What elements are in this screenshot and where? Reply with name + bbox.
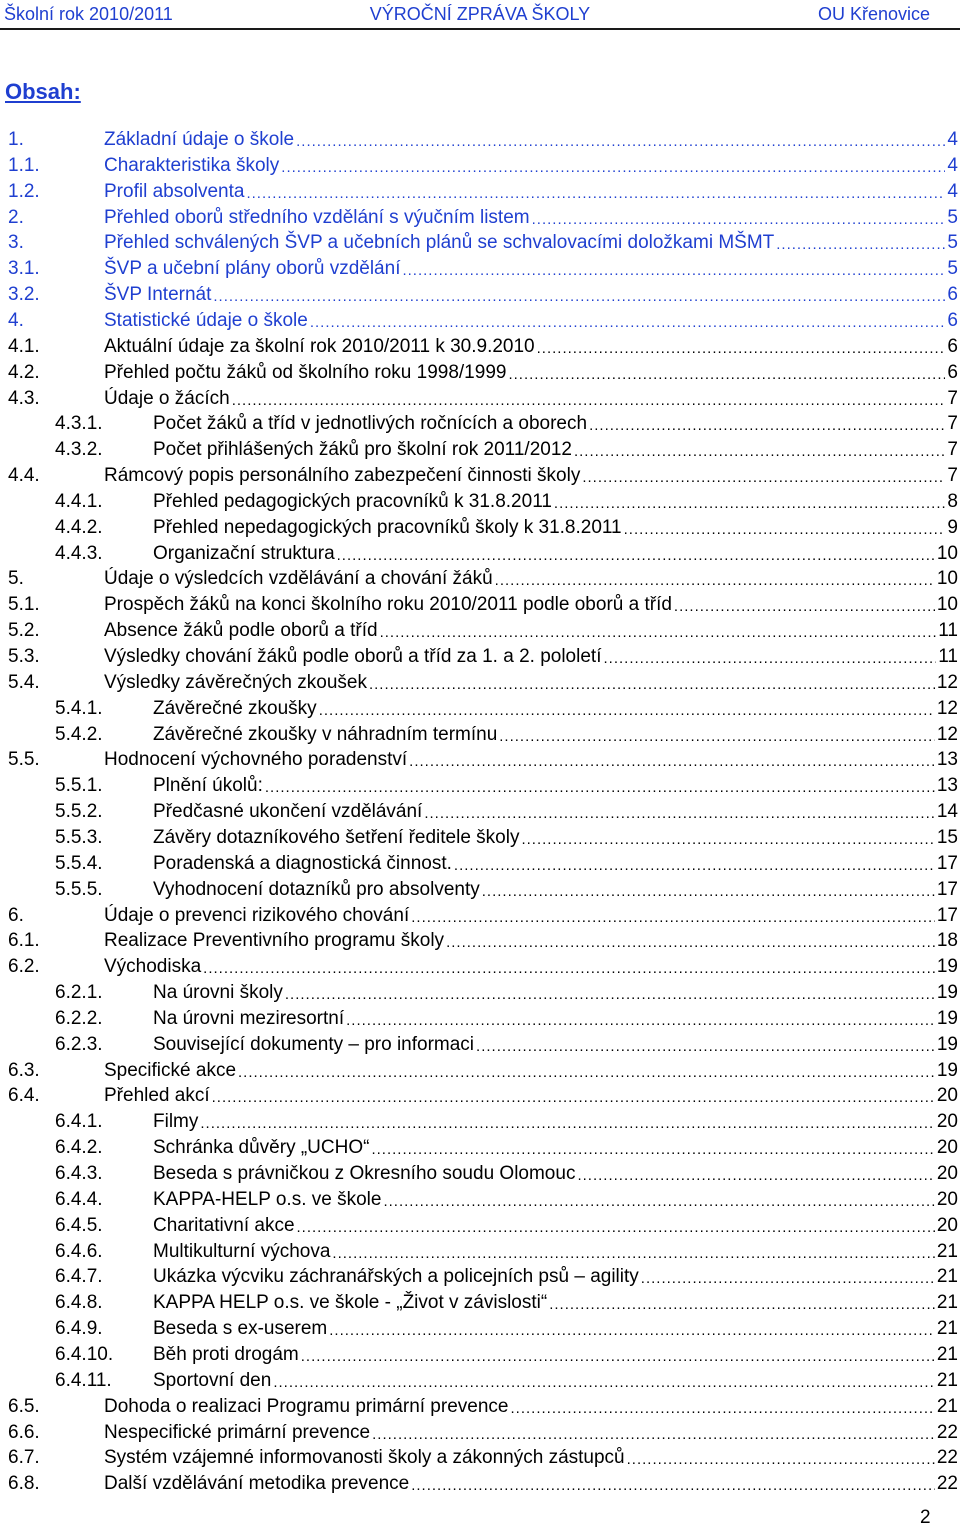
toc-entry-page: 6: [947, 309, 958, 331]
toc-entry-page: 8: [947, 490, 958, 512]
toc-dot-leader: [549, 1294, 935, 1316]
toc-entry[interactable]: [55, 1161, 958, 1187]
toc-entry-page: 4: [947, 129, 958, 150]
toc-entry-page: 13: [936, 775, 958, 797]
toc-entry-title: ŠVP a učební plány oborů vzdělání: [104, 258, 401, 280]
toc-entry-number: 6.4.2.: [55, 1137, 103, 1159]
toc-dot-leader: [310, 312, 946, 334]
toc-entry-title: Údaje o výsledcích vzdělávání a chování žáků: [104, 568, 493, 590]
toc-entry[interactable]: [55, 1109, 958, 1135]
toc-entry-page: 22: [936, 1421, 958, 1443]
toc-entry[interactable]: [8, 747, 958, 773]
toc-entry-title: Beseda s ex-userem: [153, 1318, 328, 1340]
toc-entry-title: Absence žáků podle oborů a tříd: [104, 620, 378, 642]
toc-entry-title: Schránka důvěry „UCHO“: [153, 1137, 370, 1159]
toc-entry[interactable]: [55, 1135, 958, 1161]
toc-entry-number: 6.4.1.: [55, 1111, 103, 1133]
toc-entry-title: Sportovní den: [153, 1369, 272, 1391]
toc-entry-page: 21: [936, 1395, 958, 1417]
toc-entry-title: KAPPA HELP o.s. ve škole - „Život v závislosti“: [153, 1292, 548, 1314]
toc-entry-title: Multikulturní výchova: [153, 1240, 331, 1262]
toc-entry-title: Prospěch žáků na konci školního roku 2010/2011 podle oborů a tříd: [104, 594, 672, 616]
toc-entry-page: 6: [947, 335, 958, 357]
toc-entry-number: 4.3.1.: [55, 413, 103, 435]
toc-entry-page: 20: [936, 1111, 958, 1133]
toc-entry-number: 3.2.: [8, 284, 40, 306]
toc-entry-number: 5.1.: [8, 594, 40, 616]
toc-entry-page: 11: [938, 646, 958, 667]
toc-entry[interactable]: [8, 1445, 958, 1471]
toc-entry-number: 6.4.6.: [55, 1240, 103, 1262]
toc-entry[interactable]: [8, 1058, 958, 1084]
toc-dot-leader: [627, 1449, 935, 1471]
toc-entry[interactable]: [55, 696, 958, 722]
page-number: 2: [920, 1507, 931, 1528]
toc-entry[interactable]: [8, 256, 958, 282]
toc-entry-number: 5.5.4.: [55, 852, 103, 874]
toc-dot-leader: [776, 234, 945, 256]
toc-entry-number: 6.2.1.: [55, 982, 103, 1004]
toc-dot-leader: [411, 1475, 935, 1497]
toc-entry[interactable]: [8, 1083, 958, 1109]
toc-entry-page: 17: [936, 904, 958, 926]
toc-entry-page: 10: [936, 568, 958, 590]
toc-entry-number: 6.3.: [8, 1059, 40, 1081]
toc-entry-title: Běh proti drogám: [153, 1343, 299, 1365]
toc-dot-leader: [371, 1139, 934, 1161]
toc-entry[interactable]: [8, 954, 958, 980]
toc-entry-number: 4.3.2.: [55, 439, 103, 461]
toc-entry-number: 5.4.1.: [55, 697, 103, 719]
toc-entry-title: Závěry dotazníkového šetření ředitele školy: [153, 826, 520, 848]
toc-entry-title: Statistické údaje o škole: [104, 309, 308, 331]
toc-entry-number: 3.: [8, 232, 24, 254]
toc-entry[interactable]: [8, 282, 958, 308]
toc-entry[interactable]: [8, 566, 958, 592]
toc-entry-page: 17: [936, 878, 958, 900]
toc-entry-page: 7: [947, 413, 958, 435]
toc-entry[interactable]: [55, 1006, 958, 1032]
toc-entry-page: 20: [936, 1188, 958, 1210]
toc-entry-page: 17: [936, 852, 958, 874]
toc-dot-leader: [332, 1243, 934, 1265]
toc-entry-page: 5: [947, 258, 958, 280]
toc-entry-title: Další vzdělávání metodika prevence: [104, 1473, 410, 1495]
toc-dot-leader: [337, 545, 935, 567]
toc-entry-page: 10: [936, 542, 958, 564]
toc-entry-title: Organizační struktura: [153, 542, 335, 564]
toc-entry-number: 6.4.4.: [55, 1188, 103, 1210]
toc-entry-number: 5.: [8, 568, 24, 590]
toc-entry-title: Charakteristika školy: [104, 154, 280, 176]
toc-title: Obsah:: [5, 79, 81, 104]
toc-dot-leader: [411, 907, 935, 929]
toc-entry-page: 21: [936, 1369, 958, 1391]
toc-entry-number: 6.4.3.: [55, 1163, 103, 1184]
toc-entry-title: Přehled akcí: [104, 1085, 210, 1107]
toc-dot-leader: [603, 648, 936, 670]
toc-dot-leader: [424, 803, 935, 825]
toc-entry-page: 7: [947, 387, 958, 409]
header-school-year: Školní rok 2010/2011: [4, 4, 173, 24]
toc-entry[interactable]: [55, 1187, 958, 1213]
toc-entry-page: 12: [936, 723, 958, 745]
toc-entry-title: Závěrečné zkoušky: [153, 697, 317, 719]
toc-entry-page: 10: [936, 594, 958, 616]
toc-dot-leader: [380, 622, 937, 644]
toc-dot-leader: [495, 570, 935, 592]
toc-entry-page: 12: [936, 697, 958, 719]
toc-entry-page: 21: [936, 1266, 958, 1288]
toc-entry-page: 6: [947, 284, 958, 306]
toc-dot-leader: [537, 338, 946, 360]
toc-dot-leader: [574, 441, 945, 463]
toc-dot-leader: [383, 1191, 934, 1213]
page-header: [0, 0, 960, 30]
toc-entry[interactable]: [8, 670, 958, 696]
toc-entry-page: 19: [936, 1033, 958, 1055]
toc-entry-number: 6.2.: [8, 956, 40, 978]
toc-entry-title: Závěrečné zkoušky v náhradním termínu: [153, 723, 498, 745]
toc-entry[interactable]: [55, 1368, 958, 1394]
toc-entry[interactable]: [8, 334, 958, 360]
toc-entry[interactable]: [55, 851, 958, 877]
toc-entry-number: 5.5.5.: [55, 878, 103, 900]
toc-entry-number: 6.4.8.: [55, 1292, 103, 1314]
toc-dot-leader: [532, 209, 946, 231]
toc-entry[interactable]: [55, 1342, 958, 1368]
toc-dot-leader: [329, 1320, 935, 1342]
toc-entry-number: 6.4.7.: [55, 1266, 103, 1288]
toc-entry-page: 15: [936, 826, 958, 848]
toc-entry[interactable]: [55, 489, 958, 515]
toc-entry[interactable]: [8, 618, 958, 644]
toc-entry[interactable]: [8, 360, 958, 386]
toc-entry-title: Vyhodnocení dotazníků pro absolventy: [153, 878, 480, 900]
toc-entry[interactable]: [55, 773, 958, 799]
toc-entry-number: 5.5.3.: [55, 826, 103, 848]
toc-entry-number: 6.: [8, 904, 24, 926]
toc-entry-number: 4.1.: [8, 335, 40, 357]
toc-entry-page: 20: [936, 1163, 958, 1184]
toc-entry[interactable]: [8, 1420, 958, 1446]
toc-entry-title: Rámcový popis personálního zabezpečení činnosti školy: [104, 465, 581, 487]
toc-entry-title: Související dokumenty – pro informaci: [153, 1033, 475, 1055]
toc-entry-title: Přehled pedagogických pracovníků k 31.8.2011: [153, 490, 552, 512]
toc-entry-page: 18: [936, 930, 958, 952]
toc-entry-page: 6: [947, 361, 958, 383]
toc-entry[interactable]: [8, 463, 958, 489]
toc-entry-title: Filmy: [153, 1111, 199, 1133]
toc-dot-leader: [238, 1062, 935, 1084]
toc-entry-title: Přehled schválených ŠVP a učebních plánů se schvalovacími doložkami MŠMT: [104, 232, 775, 254]
toc-entry-title: Údaje o prevenci rizikového chování: [104, 904, 410, 926]
toc-dot-leader: [402, 260, 945, 282]
toc-entry-number: 6.5.: [8, 1395, 40, 1417]
toc-entry-page: 21: [936, 1318, 958, 1340]
toc-dot-leader: [641, 1268, 935, 1290]
toc-entry[interactable]: [55, 825, 958, 851]
toc-entry-page: 20: [936, 1214, 958, 1236]
toc-entry-number: 1.: [8, 129, 24, 150]
toc-entry[interactable]: [8, 308, 958, 334]
toc-entry-page: 19: [936, 956, 958, 978]
toc-dot-leader: [577, 1165, 934, 1187]
toc-entry-title: Profil absolventa: [104, 180, 245, 202]
toc-entry[interactable]: [55, 877, 958, 903]
toc-entry-number: 5.5.2.: [55, 801, 103, 823]
toc-entry-title: Hodnocení výchovného poradenství: [104, 749, 408, 771]
toc-dot-leader: [369, 674, 935, 696]
toc-dot-leader: [246, 183, 945, 205]
toc-dot-leader: [476, 1036, 935, 1058]
toc-entry-number: 5.5.: [8, 749, 40, 771]
toc-entry-title: Nespecifické primární prevence: [104, 1421, 371, 1443]
toc-dot-leader: [624, 519, 946, 541]
toc-entry[interactable]: [55, 411, 958, 437]
toc-entry-number: 4.3.: [8, 387, 40, 409]
toc-entry[interactable]: [8, 644, 958, 670]
toc-entry-title: Údaje o žácích: [104, 387, 230, 409]
toc-entry[interactable]: [8, 127, 958, 153]
toc-entry-title: Poradenská a diagnostická činnost.: [153, 852, 452, 874]
toc-entry-page: 19: [936, 1059, 958, 1081]
toc-entry-title: Realizace Preventivního programu školy: [104, 930, 445, 952]
toc-entry-title: Přehled počtu žáků od školního roku 1998/1999: [104, 361, 507, 383]
toc-entry[interactable]: [8, 230, 958, 256]
toc-entry-page: 4: [947, 154, 958, 176]
toc-entry[interactable]: [8, 153, 958, 179]
toc-entry-page: 14: [936, 801, 958, 823]
toc-dot-leader: [482, 881, 935, 903]
toc-entry-title: Systém vzájemné informovanosti školy a zákonných zástupců: [104, 1447, 625, 1469]
toc-entry-title: Předčasné ukončení vzdělávání: [153, 801, 423, 823]
toc-entry-page: 21: [936, 1292, 958, 1314]
toc-entry[interactable]: [55, 1316, 958, 1342]
toc-entry-title: Výsledky chování žáků podle oborů a tříd za 1. a 2. pololetí: [104, 646, 602, 667]
toc-entry-number: 6.1.: [8, 930, 40, 952]
toc-dot-leader: [319, 700, 935, 722]
toc-entry[interactable]: [55, 799, 958, 825]
toc-entry-page: 21: [936, 1240, 958, 1262]
toc-entry-number: 5.5.1.: [55, 775, 103, 797]
toc-dot-leader: [200, 1113, 934, 1135]
toc-entry-title: Na úrovni školy: [153, 982, 283, 1004]
toc-entry-title: Specifické akce: [104, 1059, 237, 1081]
toc-entry-number: 6.4.9.: [55, 1318, 103, 1340]
toc-entry[interactable]: [8, 179, 958, 205]
toc-entry-number: 6.2.3.: [55, 1033, 103, 1055]
toc-entry[interactable]: [55, 980, 958, 1006]
header-report-title: VÝROČNÍ ZPRÁVA ŠKOLY: [369, 4, 591, 24]
toc-dot-leader: [409, 751, 935, 773]
toc-dot-leader: [589, 415, 945, 437]
toc-entry[interactable]: [55, 722, 958, 748]
toc-entry-number: 6.4.10.: [55, 1343, 114, 1365]
toc-dot-leader: [301, 1346, 935, 1368]
toc-entry[interactable]: [8, 1471, 958, 1497]
toc-entry-page: 19: [936, 1007, 958, 1029]
toc-entry[interactable]: [8, 386, 958, 412]
toc-entry-page: 13: [936, 749, 958, 771]
toc-entry-title: Východiska: [104, 956, 202, 978]
toc-entry-number: 6.4.11.: [55, 1369, 112, 1391]
toc-entry-title: Základní údaje o škole: [104, 129, 295, 150]
toc-entry-title: Aktuální údaje za školní rok 2010/2011 k 30.9.2010: [104, 335, 535, 357]
toc-entry-number: 4.4.2.: [55, 516, 103, 538]
toc-entry[interactable]: [55, 1032, 958, 1058]
toc-entry-title: Na úrovni meziresortní: [153, 1007, 345, 1029]
toc-entry-title: Přehled nepedagogických pracovníků školy k 31.8.2011: [153, 516, 622, 538]
toc-entry-number: 6.2.2.: [55, 1007, 103, 1029]
toc-dot-leader: [372, 1424, 935, 1446]
toc-entry-number: 5.2.: [8, 620, 40, 642]
toc-entry[interactable]: [8, 928, 958, 954]
toc-entry-number: 2.: [8, 206, 24, 228]
toc-entry-title: Ukázka výcviku záchranářských a policejních psů – agility: [153, 1266, 639, 1288]
toc-entry-title: KAPPA-HELP o.s. ve škole: [153, 1188, 382, 1210]
toc-entry[interactable]: [55, 515, 958, 541]
toc-entry-page: 11: [938, 620, 958, 642]
toc-dot-leader: [346, 1010, 935, 1032]
toc-dot-leader: [212, 1087, 935, 1109]
toc-entry[interactable]: [8, 903, 958, 929]
toc-entry-page: 22: [936, 1473, 958, 1495]
toc-dot-leader: [203, 958, 935, 980]
toc-entry[interactable]: [8, 1394, 958, 1420]
toc-entry-page: 22: [936, 1447, 958, 1469]
toc-entry[interactable]: [55, 1290, 958, 1316]
toc-entry-title: ŠVP Internát: [104, 284, 212, 306]
toc-entry[interactable]: [55, 1239, 958, 1265]
toc-dot-leader: [454, 855, 935, 877]
toc-dot-leader: [213, 286, 945, 308]
toc-entry-number: 4.: [8, 309, 24, 331]
toc-entry-number: 1.1.: [8, 154, 40, 176]
toc-dot-leader: [232, 390, 946, 412]
toc-entry[interactable]: [55, 1213, 958, 1239]
toc-entry-number: 5.4.: [8, 671, 40, 693]
toc-dot-leader: [281, 157, 945, 179]
toc-dot-leader: [521, 829, 934, 851]
toc-dot-leader: [296, 131, 945, 153]
toc-entry[interactable]: [55, 437, 958, 463]
toc-entry[interactable]: [8, 592, 958, 618]
toc-dot-leader: [285, 984, 935, 1006]
toc-dot-leader: [297, 1217, 935, 1239]
toc-entry-page: 5: [947, 206, 958, 228]
toc-entry-number: 4.2.: [8, 361, 40, 383]
toc-entry-page: 9: [947, 516, 958, 538]
toc-entry-title: Plnění úkolů:: [153, 775, 263, 797]
toc-entry[interactable]: [55, 1264, 958, 1290]
toc-entry-page: 20: [936, 1085, 958, 1107]
toc-entry-page: 5: [947, 232, 958, 254]
toc-dot-leader: [582, 467, 945, 489]
toc-entry-title: Beseda s právničkou z Okresního soudu Olomouc: [153, 1163, 576, 1184]
toc-entry-number: 4.4.: [8, 465, 40, 487]
toc-entry-number: 4.4.3.: [55, 542, 103, 564]
toc-entry-page: 7: [947, 465, 958, 487]
toc-entry-number: 6.6.: [8, 1421, 40, 1443]
toc-entry-title: Počet přihlášených žáků pro školní rok 2011/2012: [153, 439, 572, 461]
toc-dot-leader: [265, 777, 935, 799]
toc-entry-title: Dohoda o realizaci Programu primární prevence: [104, 1395, 509, 1417]
toc-entry-page: 19: [936, 982, 958, 1004]
toc-entry-title: Přehled oborů středního vzdělání s výučním listem: [104, 206, 530, 228]
toc-entry-number: 5.4.2.: [55, 723, 103, 745]
toc-entry[interactable]: [55, 541, 958, 567]
toc-entry-number: 6.4.: [8, 1085, 40, 1107]
toc-dot-leader: [273, 1372, 935, 1394]
toc-entry-number: 1.2.: [8, 180, 40, 202]
header-school-name: OU Křenovice: [817, 4, 930, 24]
toc-entry[interactable]: [8, 205, 958, 231]
toc-entry-page: 21: [936, 1343, 958, 1365]
toc-dot-leader: [508, 364, 945, 386]
toc-entry-title: Výsledky závěrečných zkoušek: [104, 671, 367, 693]
toc-entry-title: Charitativní akce: [153, 1214, 295, 1236]
toc-dot-leader: [674, 596, 935, 618]
toc-dot-leader: [499, 726, 935, 748]
toc-dot-leader: [510, 1398, 934, 1420]
toc-entry-number: 6.8.: [8, 1473, 40, 1495]
toc-entry-page: 20: [936, 1137, 958, 1159]
toc-entry-page: 7: [947, 439, 958, 461]
toc-entry-page: 12: [936, 671, 958, 693]
toc-dot-leader: [554, 493, 946, 515]
toc-dot-leader: [446, 932, 935, 954]
toc-entry-title: Počet žáků a tříd v jednotlivých ročnících a oborech: [153, 413, 588, 435]
toc-entry-number: 4.4.1.: [55, 490, 103, 512]
toc-entry-number: 5.3.: [8, 646, 40, 667]
toc-entry-number: 6.7.: [8, 1447, 40, 1469]
toc-entry-page: 4: [947, 180, 958, 202]
toc-entry-number: 6.4.5.: [55, 1214, 103, 1236]
toc-entry-number: 3.1.: [8, 258, 40, 280]
